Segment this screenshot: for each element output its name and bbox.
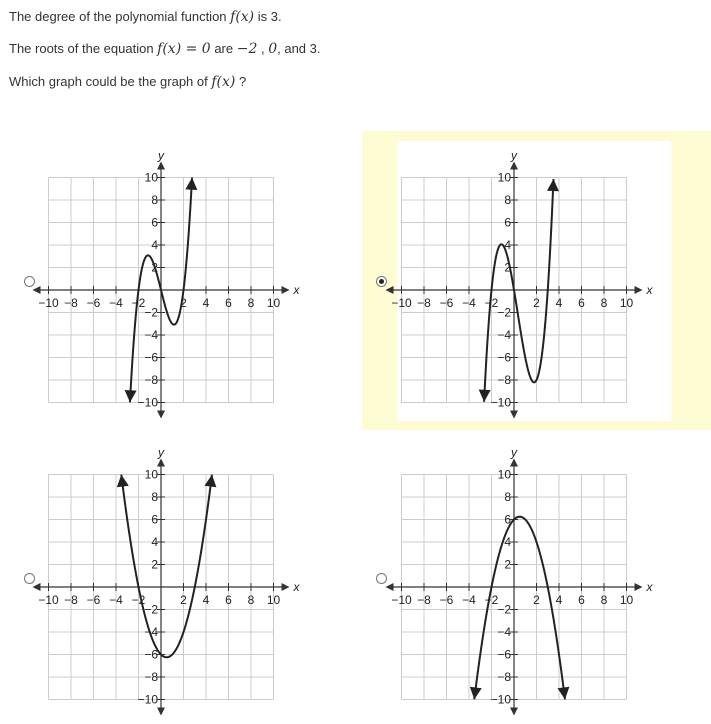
x-axis-label: x [293,580,300,594]
x-tick-label: 2 [180,593,187,607]
y-axis-label: y [158,445,164,460]
y-tick-label: −10 [137,395,158,410]
x-tick-label: 4 [555,296,563,310]
y-tick-label: −4 [497,625,511,639]
x-axis-arrow [386,583,394,591]
x-axis-arrow [33,286,41,294]
x-tick-label: −4 [109,593,123,607]
y-tick-label: 10 [144,467,158,482]
y-tick-label: −6 [497,350,511,365]
x-tick-label: −2 [484,593,499,607]
y-tick-label: −2 [144,305,158,320]
y-tick-label: 8 [504,193,511,207]
x-axis-arrow [282,286,290,294]
option-c-radio[interactable] [24,573,35,584]
y-tick-label: −6 [144,350,158,365]
x-tick-label: −2 [131,296,146,310]
x-tick-label: 4 [555,593,563,607]
axes [37,463,286,712]
x-tick-label: 2 [533,593,540,607]
curve-end-arrow [125,390,137,402]
y-tick-label: 10 [144,170,158,185]
x-tick-label: 4 [202,593,210,607]
y-tick-label: −4 [144,625,158,639]
root-value: 0 [268,41,278,57]
y-tick-label: −8 [144,373,158,387]
y-axis-arrow [510,708,518,716]
x-tick-label: 8 [247,593,255,607]
x-axis-arrow [33,583,41,591]
question-line-1: The degree of the polynomial function f(x) is 3. [9,9,282,25]
function-curve [474,517,565,700]
y-tick-label: 8 [151,193,158,207]
question-line-3: Which graph could be the graph of f(x) ? [9,74,247,90]
x-tick-label: −6 [86,296,101,310]
x-tick-label: −4 [109,296,123,310]
y-tick-label: −2 [144,602,158,617]
y-axis-arrow [157,162,165,170]
x-axis-label: x [646,580,653,594]
x-tick-label: 2 [533,296,540,310]
root-value: 3 [309,41,317,56]
option-d-radio[interactable] [376,573,387,584]
x-tick-label: −10 [391,296,412,310]
curve-end-arrow [470,687,482,700]
y-tick-label: −10 [490,692,511,707]
x-tick-label: 6 [578,593,585,607]
y-tick-label: 10 [497,467,511,482]
y-tick-label: 6 [504,215,511,230]
x-tick-label: −8 [64,593,78,607]
x-tick-label: −4 [462,296,476,310]
x-tick-label: −4 [462,593,476,607]
y-axis-label: y [158,148,164,163]
y-tick-label: 2 [151,260,158,275]
y-tick-label: −2 [497,602,511,617]
graph-option-c[interactable] [40,440,330,715]
curve-end-arrow [117,475,129,488]
option-a-radio[interactable] [24,276,35,287]
y-tick-label: −4 [144,328,158,342]
x-tick-label: 6 [225,593,232,607]
y-tick-label: 6 [151,512,158,527]
y-tick-label: 8 [151,490,158,504]
x-tick-label: 10 [619,593,634,607]
x-tick-label: 6 [578,296,585,310]
option-b-radio[interactable] [376,276,387,287]
x-tick-label: −6 [439,296,454,310]
x-tick-label: 10 [266,296,281,310]
x-tick-label: 8 [600,296,608,310]
x-tick-label: −8 [417,593,431,607]
y-tick-label: 2 [504,260,511,275]
x-tick-label: −10 [38,593,59,607]
question-line-2: The roots of the equation f(x) = 0 are −2 , 0, and 3. [9,41,321,57]
y-tick-label: −10 [490,395,511,410]
root-value: −2 [236,41,258,57]
x-axis-arrow [635,286,643,294]
y-tick-label: −4 [497,328,511,342]
x-tick-label: −10 [38,296,59,310]
x-tick-label: −8 [64,296,78,310]
y-axis-arrow [510,459,518,467]
x-tick-label: −10 [391,593,412,607]
math-f-of-x: f(x) [211,74,236,90]
y-tick-label: 4 [151,238,158,252]
curve-end-arrow [185,178,197,190]
y-tick-label: −8 [497,670,511,684]
y-tick-label: 6 [151,215,158,230]
x-tick-label: −2 [131,593,146,607]
function-curve [121,475,212,658]
x-tick-label: 4 [202,296,210,310]
y-tick-label: −8 [144,670,158,684]
x-tick-label: 6 [225,296,232,310]
y-tick-label: −10 [137,692,158,707]
x-tick-label: −6 [86,593,101,607]
graph-option-d[interactable] [393,440,683,715]
x-tick-label: 10 [619,296,634,310]
graph-option-b[interactable] [393,143,683,418]
x-tick-label: 2 [180,296,187,310]
y-tick-label: 4 [504,238,511,252]
y-tick-label: −6 [144,647,158,662]
x-axis-arrow [635,583,643,591]
y-axis-arrow [157,708,165,716]
x-tick-label: 8 [600,593,608,607]
y-tick-label: 6 [504,512,511,527]
y-axis-label: y [511,148,517,163]
graph-option-a[interactable] [40,143,330,418]
y-axis-arrow [157,459,165,467]
y-axis-arrow [157,411,165,419]
x-tick-label: −8 [417,296,431,310]
axes [390,463,639,712]
y-tick-label: 8 [504,490,511,504]
y-tick-label: −8 [497,373,511,387]
y-tick-label: 2 [151,557,158,572]
x-tick-label: −2 [484,296,499,310]
y-tick-label: −2 [497,305,511,320]
y-axis-arrow [510,411,518,419]
x-tick-label: 8 [247,296,255,310]
y-axis-arrow [510,162,518,170]
x-tick-label: 10 [266,593,281,607]
math-equation: f(x) = 0 [157,41,211,57]
y-axis-label: y [511,445,517,460]
curve-end-arrow [547,179,559,191]
x-axis-label: x [293,283,300,297]
y-tick-label: −6 [497,647,511,662]
x-tick-label: −6 [439,593,454,607]
y-tick-label: 4 [504,535,511,549]
x-axis-label: x [646,283,653,297]
math-f-of-x: f(x) [230,9,255,25]
curve-end-arrow [479,389,491,401]
y-tick-label: 10 [497,170,511,185]
y-tick-label: 2 [504,557,511,572]
x-axis-arrow [282,583,290,591]
y-tick-label: 4 [151,535,158,549]
